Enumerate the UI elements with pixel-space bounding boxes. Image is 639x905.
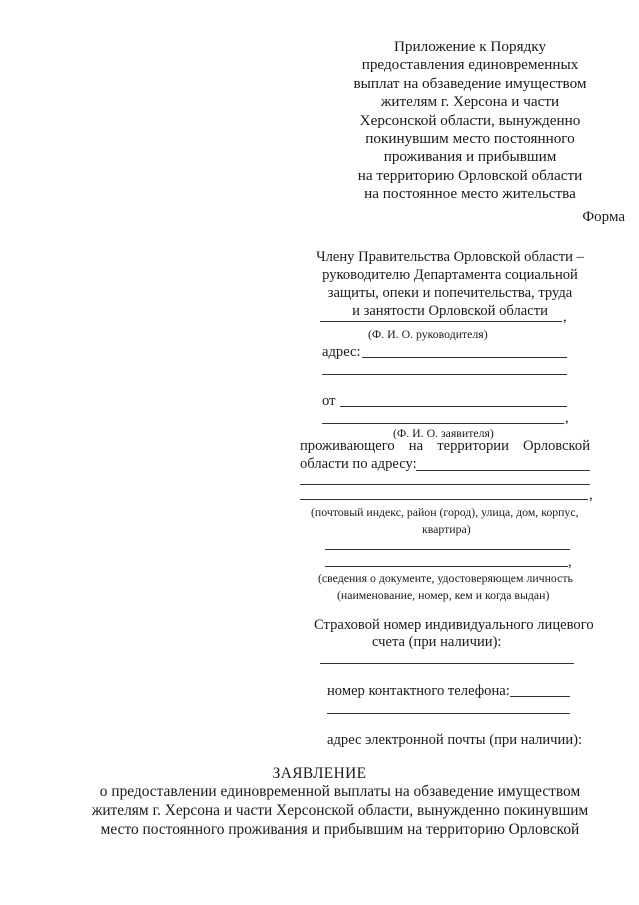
addressee-line: и занятости Орловской области [352, 303, 548, 319]
residing-text-line-2: области по адресу: [300, 456, 417, 472]
residence-address-comma: , [589, 487, 593, 503]
address-field-line-2[interactable] [322, 374, 567, 375]
residing-word: проживающего [300, 438, 395, 454]
residing-word: Орловской [523, 438, 591, 454]
identity-document-field-line-1[interactable] [325, 549, 570, 550]
appendix-line: покинувшим место постоянного [365, 130, 575, 148]
appendix-line: на постоянное место жительства [364, 185, 576, 203]
from-label: от [322, 393, 336, 409]
phone-field-line-1[interactable] [510, 696, 570, 697]
applicant-name-hint: (Ф. И. О. заявителя) [393, 426, 494, 440]
addressee-line: руководителю Департамента социальной [322, 267, 578, 283]
addressee-line: защиты, опеки и попечительства, труда [327, 285, 573, 301]
head-name-hint: (Ф. И. О. руководителя) [368, 327, 488, 341]
residence-address-hint-2: квартира) [422, 522, 471, 536]
statement-subject-line: жителям г. Херсона и части Херсонской области, вынужденно покинувшим [91, 801, 589, 819]
identity-document-comma: , [568, 554, 572, 570]
snils-label-line-1: Страховой номер индивидуального лицевого [314, 617, 594, 633]
phone-label: номер контактного телефона: [327, 683, 510, 699]
residing-text-line-1 [300, 438, 590, 455]
appendix-line: Херсонской области, вынужденно [359, 111, 581, 129]
appendix-header [320, 38, 620, 204]
identity-document-field-line-2[interactable] [325, 566, 568, 567]
appendix-line: Приложение к Порядку [393, 38, 547, 55]
addressee-block [290, 248, 610, 320]
addressee-line: Члену Правительства Орловской области – [316, 249, 584, 265]
residence-address-field-line-2[interactable] [300, 484, 590, 485]
form-label: Форма [582, 209, 625, 225]
statement-subject-line: о предоставлении единовременной выплаты на обзаведение имуществом [99, 783, 581, 800]
appendix-line: на территорию Орловской области [357, 166, 583, 184]
email-label: адрес электронной почты (при наличии): [327, 732, 583, 748]
residence-address-hint-1: (почтовый индекс, район (город), улица, дом, корпус, [311, 505, 579, 519]
applicant-name-field-line-2[interactable] [322, 423, 564, 424]
head-name-field[interactable] [320, 321, 562, 322]
appendix-line: предоставления единовременных [361, 56, 579, 74]
appendix-line: жителям г. Херсона и части [380, 93, 560, 111]
snils-field[interactable] [320, 663, 574, 664]
appendix-line: выплат на обзаведение имуществом [353, 74, 587, 92]
address-field-line-1[interactable] [362, 357, 567, 358]
statement-subject [60, 783, 620, 839]
snils-label-line-2: счета (при наличии): [372, 634, 502, 650]
address-label: адрес: [322, 344, 361, 360]
identity-document-hint-1: (сведения о документе, удостоверяющем личность [318, 571, 573, 585]
statement-title: ЗАЯВЛЕНИЕ [272, 765, 367, 782]
applicant-name-field-line-1[interactable] [340, 406, 567, 407]
head-name-comma: , [563, 309, 567, 325]
phone-field-line-2[interactable] [327, 713, 570, 714]
residence-address-field-line-3[interactable] [300, 499, 588, 500]
statement-subject-line: место постоянного проживания и прибывшим на территорию Орловской [100, 820, 580, 838]
identity-document-hint-2: (наименование, номер, кем и когда выдан) [337, 588, 550, 602]
residing-word: территории [437, 438, 509, 454]
appendix-line: проживания и прибывшим [383, 148, 557, 166]
residence-address-field-line-1[interactable] [416, 470, 590, 471]
applicant-name-comma: , [565, 410, 569, 426]
residing-word: на [408, 438, 424, 454]
